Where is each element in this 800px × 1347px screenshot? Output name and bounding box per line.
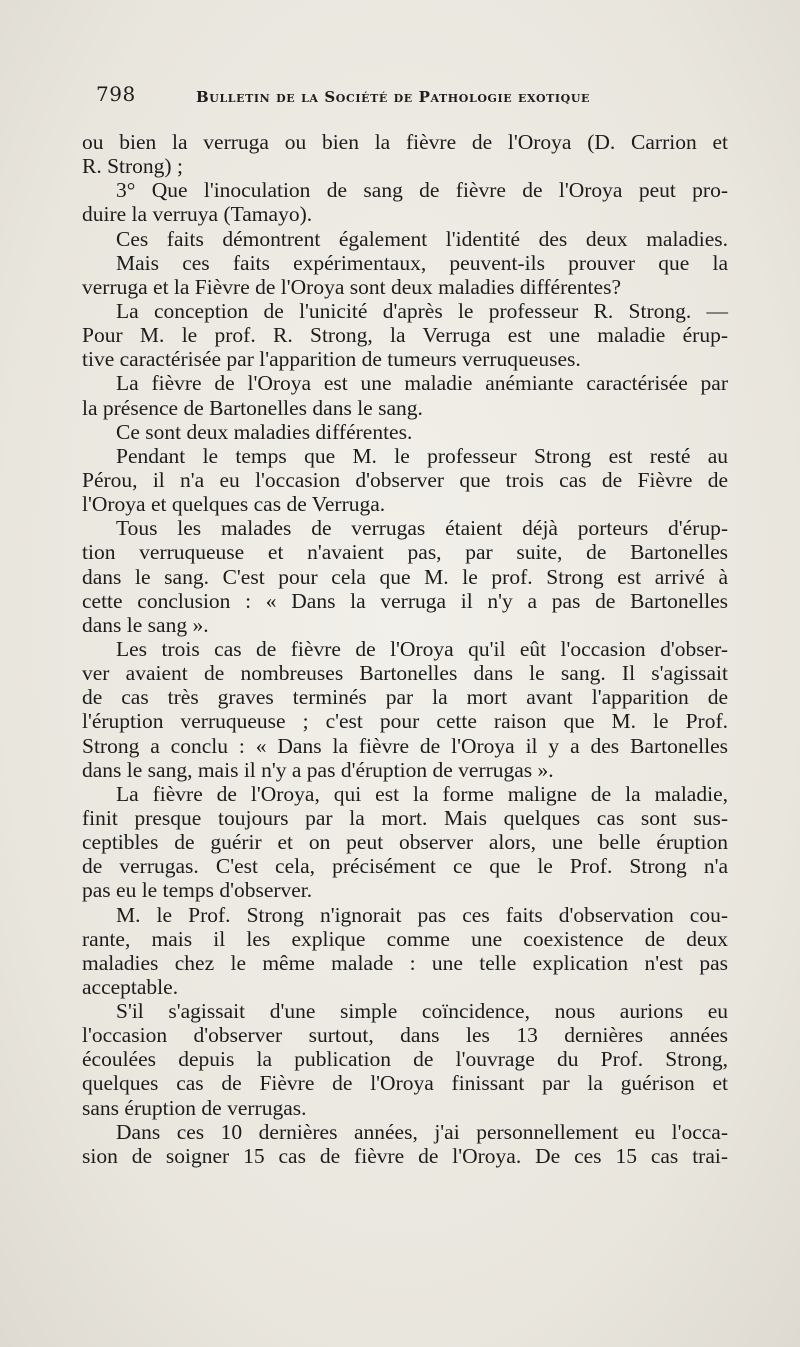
text-line: Ces faits démontrent également l'identité des deux maladies.: [116, 226, 728, 251]
text-line: S'il s'agissait d'une simple coïncidence, nous aurions eu: [116, 999, 728, 1024]
text-line: acceptable.: [82, 974, 179, 999]
text-line: de cas très graves terminés par la mort avant l'apparition de: [82, 685, 728, 710]
text-line: verruga et la Fièvre de l'Oroya sont deux maladies différentes?: [82, 274, 621, 299]
text-line: sans éruption de verrugas.: [82, 1095, 307, 1120]
text-line: dans le sang ».: [82, 612, 209, 637]
text-line: La conception de l'unicité d'après le professeur R. Strong. —: [116, 298, 728, 323]
text-line: ou bien la verruga ou bien la fièvre de l'Oroya (D. Carrion et: [82, 130, 728, 154]
text-line: R. Strong) ;: [82, 154, 183, 179]
text-line: maladies chez le même malade : une telle explication n'est pas: [82, 950, 728, 975]
text-line: la présence de Bartonelles dans le sang.: [82, 395, 423, 420]
text-line: l'occasion d'observer surtout, dans les 13 dernières années: [82, 1023, 728, 1048]
text-line: pas eu le temps d'observer.: [82, 878, 313, 903]
text-line: quelques cas de Fièvre de l'Oroya finissant par la guérison et: [82, 1071, 728, 1096]
text-line: 3° Que l'inoculation de sang de fièvre de l'Oroya peut pro-: [116, 178, 728, 203]
text-line: dans le sang. C'est pour cela que M. le prof. Strong est arrivé à: [82, 564, 728, 589]
text-line: ceptibles de guérir et on peut observer alors, une belle éruption: [82, 830, 728, 855]
text-line: ver avaient de nombreuses Bartonelles dans le sang. Il s'agissait: [82, 661, 728, 686]
text-line: rante, mais il les explique comme une coexistence de deux: [82, 926, 728, 951]
text-line: Pour M. le prof. R. Strong, la Verruga est une maladie érup-: [82, 323, 728, 348]
running-title: Bulletin de la Société de Pathologie exotique: [196, 88, 591, 106]
text-line: sion de soigner 15 cas de fièvre de l'Oroya. De ces 15 cas trai-: [82, 1143, 728, 1168]
body-text: [82, 130, 728, 1168]
text-line: écoulées depuis la publication de l'ouvrage du Prof. Strong,: [82, 1047, 728, 1072]
text-line: Pérou, il n'a eu l'occasion d'observer que trois cas de Fièvre de: [82, 467, 728, 492]
text-line: Tous les malades de verrugas étaient déjà porteurs d'érup-: [116, 516, 728, 541]
text-line: La fièvre de l'Oroya, qui est la forme maligne de la maladie,: [116, 781, 728, 806]
text-line: duire la verruya (Tamayo).: [82, 202, 313, 227]
page-number: 798: [96, 82, 136, 106]
text-line: M. le Prof. Strong n'ignorait pas ces faits d'observation cou-: [116, 902, 728, 927]
text-line: Pendant le temps que M. le professeur Strong est resté au: [116, 443, 728, 468]
text-line: tion verruqueuse et n'avaient pas, par suite, de Bartonelles: [82, 540, 728, 565]
text-line: Dans ces 10 dernières années, j'ai personnellement eu l'occa-: [116, 1119, 728, 1144]
page-header: [96, 78, 656, 112]
text-line: Les trois cas de fièvre de l'Oroya qu'il eût l'occasion d'obser-: [116, 636, 728, 661]
text-line: Ce sont deux maladies différentes.: [116, 419, 413, 444]
text-line: l'éruption verruqueuse ; c'est pour cette raison que M. le Prof.: [82, 709, 728, 734]
text-line: tive caractérisée par l'apparition de tumeurs verruqueuses.: [82, 347, 581, 372]
text-line: de verrugas. C'est cela, précisément ce que le Prof. Strong n'a: [82, 854, 728, 879]
text-line: Mais ces faits expérimentaux, peuvent-ils prouver que la: [116, 250, 728, 275]
text-line: finit presque toujours par la mort. Mais quelques cas sont sus-: [82, 805, 728, 830]
text-line: l'Oroya et quelques cas de Verruga.: [82, 492, 386, 517]
text-line: dans le sang, mais il n'y a pas d'éruption de verrugas ».: [82, 757, 554, 782]
text-line: cette conclusion : « Dans la verruga il n'y a pas de Bartonelles: [82, 588, 728, 613]
text-line: La fièvre de l'Oroya est une maladie anémiante caractérisée par: [116, 371, 728, 396]
text-line: Strong a conclu : « Dans la fièvre de l'Oroya il y a des Bartonelles: [82, 733, 728, 758]
